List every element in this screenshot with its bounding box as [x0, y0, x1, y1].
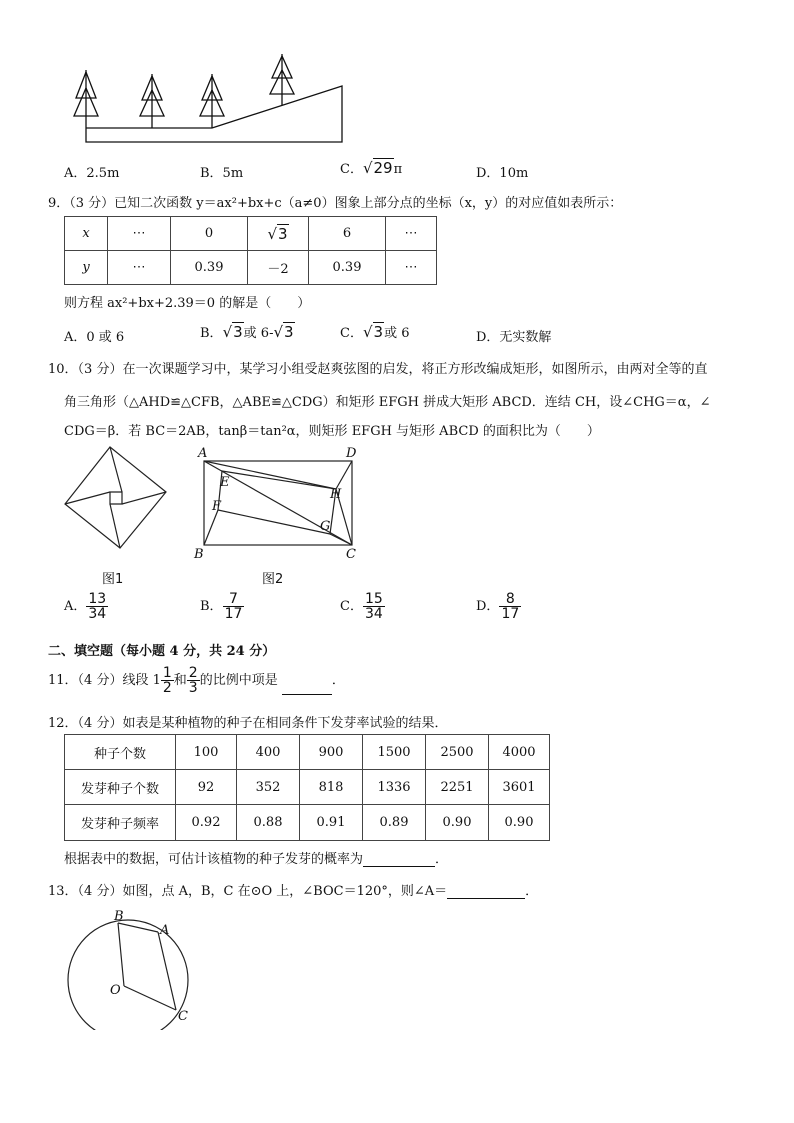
q8-option-b[interactable]: B．5m [200, 166, 244, 181]
table-cell: 0.39 [171, 251, 248, 285]
q10-figure-2 [190, 444, 370, 562]
answer-blank[interactable] [447, 884, 525, 899]
q9-table [64, 216, 437, 285]
q9-stem: 9．（3 分）已知二次函数 y＝ax²+bx+c（a≠0）图象上部分点的坐标（x，y）的对应值如表所示： [48, 196, 623, 211]
table-cell: 2251 [426, 770, 489, 805]
table-cell: 900 [300, 735, 363, 770]
q8-option-a[interactable]: A．2.5m [64, 166, 120, 181]
table-cell: 1500 [363, 735, 426, 770]
table-cell: ⋯ [386, 251, 437, 285]
q8-option-d[interactable]: D．10m [476, 166, 529, 181]
q11-stem: 11．（4 分）线段 1 $\frac{1}{2}$ 和 $\frac{2}{3}$ 的比例中项是 ． [48, 665, 345, 696]
table-cell: y [65, 251, 108, 285]
table-cell: x [65, 217, 108, 251]
fig1-caption: 图1 [102, 572, 124, 587]
label-C: C [346, 547, 356, 562]
q10-option-a[interactable]: A． $\frac{13}{34}$ [64, 591, 107, 622]
label-F: F [212, 499, 222, 514]
label-B: B [114, 909, 124, 924]
table-cell: 2500 [426, 735, 489, 770]
table-cell: 发芽种子个数 [65, 770, 176, 805]
q9-option-d[interactable]: D．无实数解 [476, 330, 552, 345]
label-A: A [198, 446, 208, 461]
label-D: D [346, 446, 357, 461]
q10-line2: 角三角形（△AHD≌△CFB，△ABE≌△CDG）和矩形 EFGH 拼成大矩形 ABCD．连结 CH，设∠CHG＝α，∠ [64, 395, 711, 410]
table-cell: 0.39 [309, 251, 386, 285]
table-cell: 0.88 [237, 805, 300, 841]
table-cell: ⋯ [108, 251, 171, 285]
table-cell: 0 [171, 217, 248, 251]
table-cell: ⋯ [108, 217, 171, 251]
q9-option-b[interactable]: B．√3或 6-√3 [200, 323, 294, 341]
q8-option-c[interactable]: C．√29π [340, 159, 403, 177]
label-H: H [330, 487, 342, 502]
q8-trees-figure [60, 50, 360, 150]
table-cell: 0.91 [300, 805, 363, 841]
label-A: A [160, 923, 170, 938]
label-G: G [320, 519, 331, 534]
q10-option-c[interactable]: C． $\frac{15}{34}$ [340, 591, 383, 622]
table-cell: 400 [237, 735, 300, 770]
answer-blank[interactable] [363, 852, 435, 867]
q9-option-c[interactable]: C．√3或 6 [340, 323, 410, 341]
label-E: E [220, 475, 230, 490]
table-cell: 3601 [489, 770, 550, 805]
label-O: O [110, 983, 121, 998]
q10-line3: CDG＝β．若 BC＝2AB，tanβ＝tan²α，则矩形 EFGH 与矩形 ABCD 的面积比为（ ） [64, 424, 600, 439]
table-cell: 0.90 [489, 805, 550, 841]
q12-stem: 12．（4 分）如表是某种植物的种子在相同条件下发芽率试验的结果． [48, 716, 448, 731]
table-cell: 6 [309, 217, 386, 251]
q10-figure-1 [60, 444, 170, 554]
q12-table [64, 734, 550, 841]
q10-option-b[interactable]: B． $\frac{7}{17}$ [200, 591, 243, 622]
table-cell: －2 [248, 251, 309, 285]
table-cell: 0.89 [363, 805, 426, 841]
label-B: B [194, 547, 204, 562]
q13-stem: 13．（4 分）如图，点 A，B，C 在⊙O 上，∠BOC＝120°，则∠A＝ ． [48, 884, 539, 899]
table-cell: 92 [176, 770, 237, 805]
table-cell: 0.92 [176, 805, 237, 841]
section-title: 二、填空题（每小题 4 分，共 24 分） [48, 644, 276, 659]
q9-option-a[interactable]: A．0 或 6 [64, 330, 125, 345]
table-cell: ⋯ [386, 217, 437, 251]
answer-blank[interactable] [282, 680, 332, 695]
table-cell: √3 [248, 217, 309, 251]
table-cell: 818 [300, 770, 363, 805]
table-cell: 0.90 [426, 805, 489, 841]
label-C: C [178, 1009, 188, 1024]
table-cell: 1336 [363, 770, 426, 805]
q9-question: 则方程 ax²+bx+2.39＝0 的解是（ ） [64, 296, 311, 311]
table-cell: 种子个数 [65, 735, 176, 770]
fig2-caption: 图2 [262, 572, 284, 587]
table-cell: 100 [176, 735, 237, 770]
q13-circle-figure [60, 908, 200, 1030]
sqrt-symbol: √29 [362, 159, 393, 177]
q10-option-d[interactable]: D． $\frac{8}{17}$ [476, 591, 520, 622]
table-cell: 352 [237, 770, 300, 805]
q12-question: 根据表中的数据，可估计该植物的种子发芽的概率为 ． [64, 852, 449, 867]
table-cell: 4000 [489, 735, 550, 770]
q10-line1: 10．（3 分）在一次课题学习中，某学习小组受赵爽弦图的启发，将正方形改编成矩形，如图所示，由两对全等的直 [48, 362, 708, 377]
table-cell: 发芽种子频率 [65, 805, 176, 841]
